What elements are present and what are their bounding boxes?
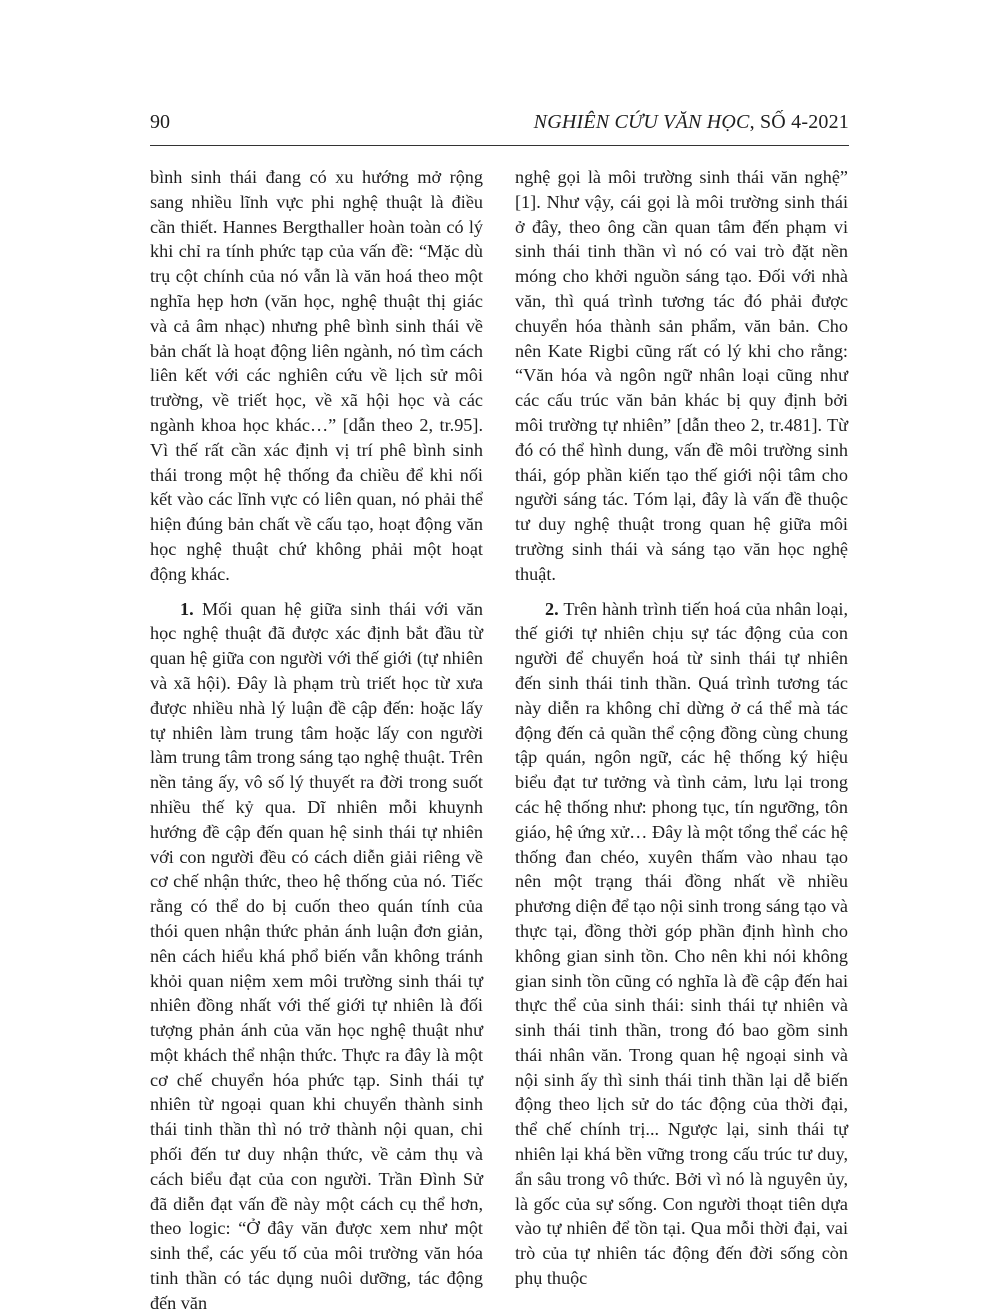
paragraph-section-1 — [150, 597, 483, 1316]
left-column — [150, 165, 483, 1316]
paragraph: bình sinh thái đang có xu hướng mở rộng sang nhiều lĩnh vực phi nghệ thuật là điều cần thiết. Hannes Bergthaller hoàn toàn có lý khi chỉ ra tính phức tạp của vấn đề: “Mặc dù trụ cột chính của nó vẫn là văn hoá theo một nghĩa hẹp hơn (văn học, nghệ thuật thị giác và cả âm nhạc) nhưng phê bình sinh thái về bản chất là hoạt động liên ngành, nó tìm cách liên kết với các nghiên cứu về lịch sử môi trường, về triết học, về xã hội học và các ngành khoa học khác…” [dẫn theo 2, tr.95]. Vì thế rất cần xác định vị trí phê bình sinh thái trong một hệ thống đa chiều để khi nối kết vào các lĩnh vực có liên quan, nó phải thể hiện đúng bản chất về cấu tạo, hoạt động văn học nghệ thuật chứ không phải một hoạt động khác. — [150, 167, 483, 584]
paragraph-text: Trên hành trình tiến hoá của nhân loại, thế giới tự nhiên chịu sự tác động của con người để chuyển hoá từ sinh thái tự nhiên đến sinh thái tinh thần. Quá trình tương tác này diễn ra không chỉ dừng ở cá thể mà tác động đến cả quần thể cộng đồng cùng chung tập quán, ngôn ngữ, các hệ thống ký hiệu biểu đạt tư tưởng và tình cảm, lưu lại trong các hệ thống như: phong tục, tín ngưỡng, tôn giáo, hệ ứng xử… Đây là một tổng thể các hệ thống đan chéo, xuyên thấm vào nhau tạo nên một trạng thái đồng nhất về nhiều phương diện để tạo nội sinh trong sáng tạo và thực tại, đồng thời góp phần định hình cho không gian sinh tồn. Cho nên khi nói không gian sinh tồn cũng có nghĩa là đề cập đến hai thực thể của sinh thái: sinh thái tự nhiên và sinh thái tinh thần, trong đó bao gồm sinh thái nhân văn. Trong quan hệ ngoại sinh và nội sinh ấy thì sinh thái tinh thần lại dễ biến động theo lịch sử do tác động của thời đại, thể chế chính trị... Ngược lại, sinh thái tự nhiên lại khá bền vững trong cấu trúc tư duy, ẩn sâu trong vô thức. Bởi vì nó là nguyên ủy, là gốc của sự sống. Con người thoạt tiên dựa vào tự nhiên để tồn tại. Qua mỗi thời đại, vai trò của tự nhiên tác động đến đời sống còn phụ thuộc — [515, 598, 848, 1289]
section-number: 2. — [545, 598, 559, 619]
right-column — [515, 165, 848, 1291]
running-header — [534, 111, 849, 134]
header-divider — [150, 145, 849, 146]
paragraph-text: Mối quan hệ giữa sinh thái với văn học nghệ thuật đã được xác định bắt đầu từ quan hệ giữa con người với thế giới (tự nhiên và xã hội). Đây là phạm trù triết học từ xưa được nhiều nhà lý luận đề cập đến: hoặc lấy tự nhiên làm trung tâm hoặc lấy con người làm trung tâm trong sáng tạo nghệ thuật. Trên nền tảng ấy, vô số lý thuyết ra đời trong suốt nhiều thế kỷ qua. Dĩ nhiên mỗi khuynh hướng đề cập đến quan hệ sinh thái tự nhiên với con người đều có cách diễn giải riêng về cơ chế nhận thức, theo hệ thống của nó. Tiếc rằng có thể do bị cuốn theo quán tính của thói quen nhận thức phản ánh luận đơn giản, nên cách hiểu khá phổ biến vẫn không tránh khỏi quan niệm xem môi trường sinh thái tự nhiên đồng nhất với thế giới tự nhiên là đối tượng phản ánh của văn học nghệ thuật như một khách thể nhận thức. Thực ra đây là một cơ chế chuyển hóa phức tạp. Sinh thái tự nhiên từ ngoại quan khi chuyển thành sinh thái tinh thần thì nó trở thành nội quan, chi phối đến tư duy nhận thức, về cảm thụ và cách biểu đạt của con người. Trần Đình Sử đã diễn đạt vấn đề này một cách cụ thể hơn, theo logic: “Ở đây văn được xem như một sinh thể, các yếu tố của môi trường văn hóa tinh thần có tác dụng nuôi dưỡng, tác động đến văn — [150, 598, 483, 1313]
paragraph: nghệ gọi là môi trường sinh thái văn nghệ” [1]. Như vậy, cái gọi là môi trường sinh thái ở đây, theo ông cần quan tâm đến phạm vi sinh thái tinh thần vì nó có vai trò đặt nền móng cho khởi nguồn sáng tạo. Đối với nhà văn, thì quá trình tương tác đó phải được chuyển hóa thành sản phẩm, văn bản. Cho nên Kate Rigbi cũng rất có lý khi cho rằng: “Văn hóa và ngôn ngữ nhân loại cũng như các cấu trúc văn bản khác bị quy định bởi môi trường tự nhiên” [dẫn theo 2, tr.481]. Từ đó có thể hình dung, vấn đề môi trường sinh thái, góp phần kiến tạo thế giới nội tâm cho người sáng tác. Tóm lại, đây là vấn đề thuộc tư duy nghệ thuật trong quan hệ giữa môi trường sinh thái và sáng tạo văn học nghệ thuật. — [515, 167, 848, 584]
journal-title: NGHIÊN CỨU VĂN HỌC — [533, 111, 750, 133]
section-number: 1. — [180, 598, 194, 619]
page-number: 90 — [150, 111, 170, 133]
paragraph-section-2 — [515, 597, 848, 1291]
issue-number: , SỐ 4-2021 — [749, 111, 849, 133]
